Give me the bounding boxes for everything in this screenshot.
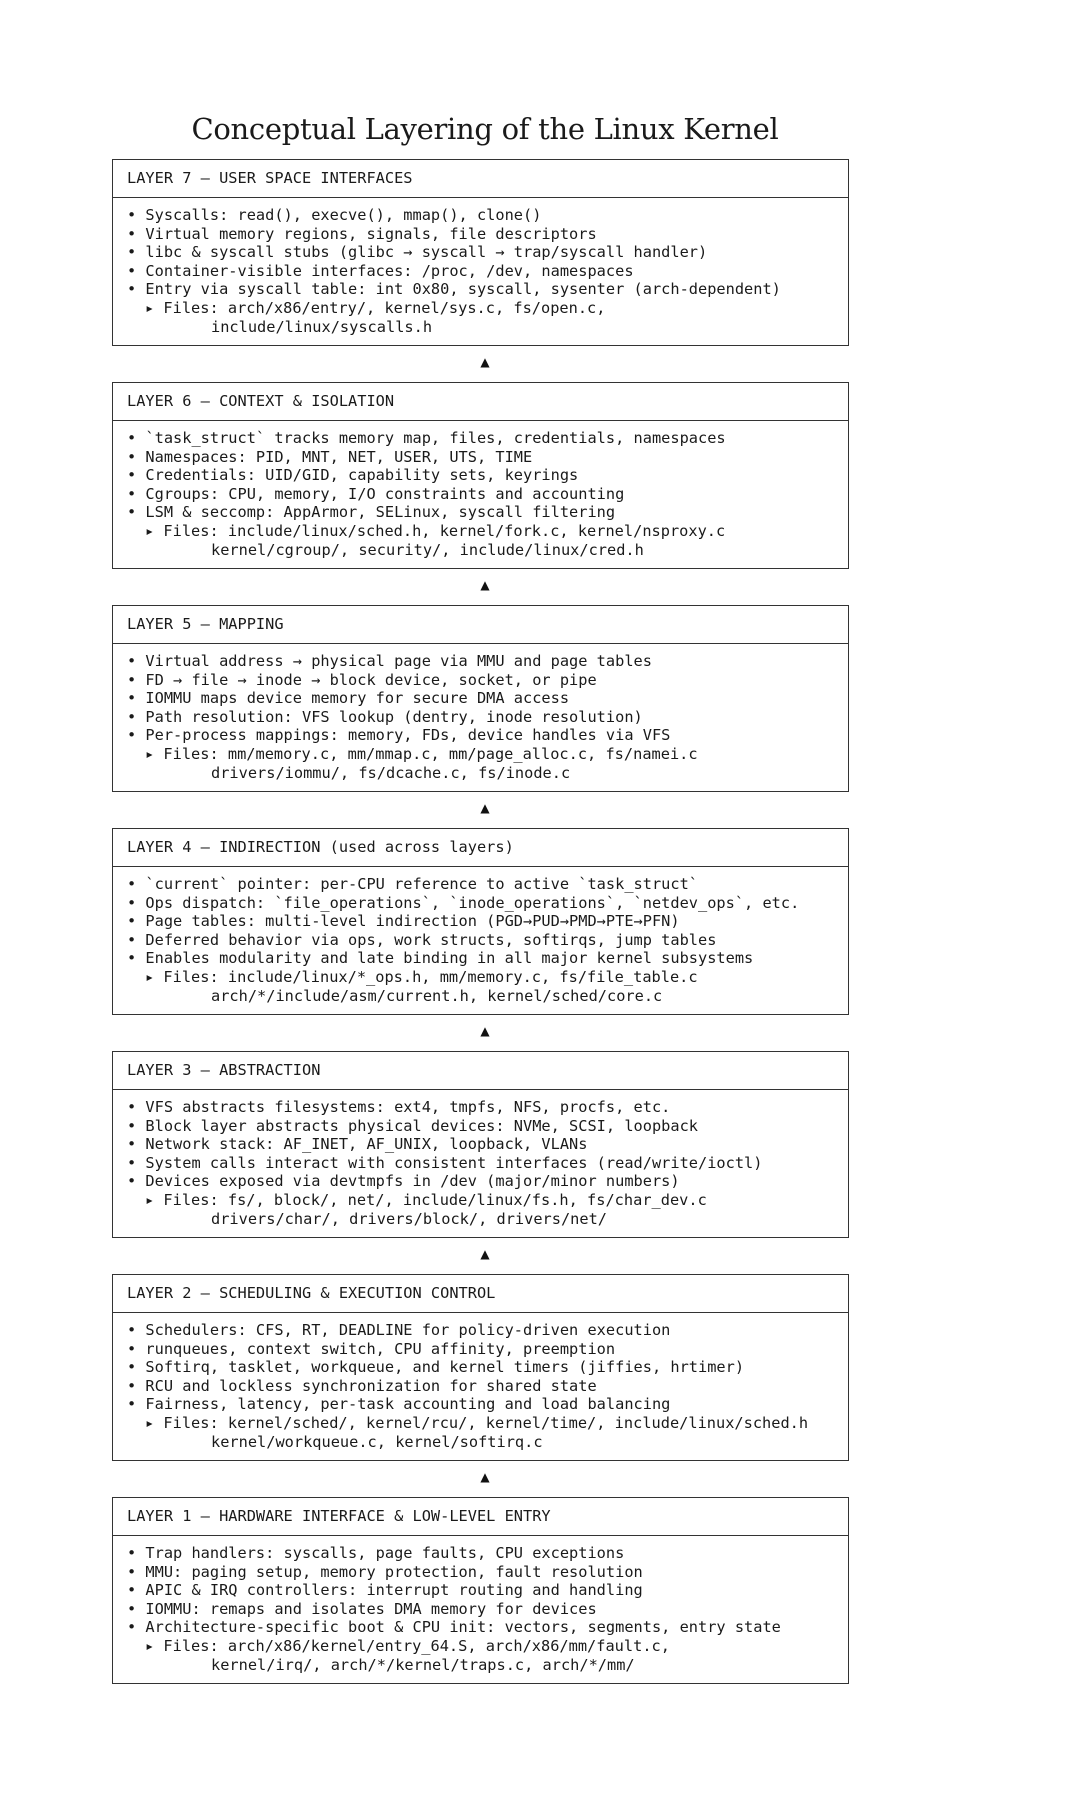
layer-2-bullet: • Fairness, latency, per-task accounting and load balancing <box>127 1395 671 1414</box>
layer-1-bullet: • IOMMU: remaps and isolates DMA memory for devices <box>127 1599 597 1618</box>
layer-4-bullet: • Enables modularity and late binding in all major kernel subsystems <box>127 949 754 968</box>
layer-7-bullet: • libc & syscall stubs (glibc → syscall → trap/syscall handler) <box>127 243 708 262</box>
layer-6-bullet: • `task_struct` tracks memory map, files, credentials, namespaces <box>127 429 726 447</box>
layer-5-files-continued: drivers/iommu/, fs/dcache.c, fs/inode.c <box>211 763 571 782</box>
layer-3-bullet: • Block layer abstracts physical devices: NVMe, SCSI, loopback <box>127 1116 698 1135</box>
layer-1-header: LAYER 1 — HARDWARE INTERFACE & LOW-LEVEL ENTRY <box>113 1498 848 1536</box>
layer-3-bullet: • Network stack: AF_INET, AF_UNIX, loopback, VLANs <box>127 1135 588 1154</box>
layer-4-body <box>113 867 848 1005</box>
layer-5-bullet: • IOMMU maps device memory for secure DMA access <box>127 689 570 708</box>
layer-6-files: ▸ Files: include/linux/sched.h, kernel/fork.c, kernel/nsproxy.c <box>145 521 726 540</box>
layer-7-body <box>113 198 848 336</box>
layer-7-files-continued: include/linux/syscalls.h <box>211 317 433 336</box>
layer-5-bullet: • FD → file → inode → block device, socket, or pipe <box>127 670 597 689</box>
layer-2-files: ▸ Files: kernel/sched/, kernel/rcu/, kernel/time/, include/linux/sched.h <box>145 1413 809 1432</box>
layer-1-body <box>113 1536 848 1674</box>
layer-5-files: ▸ Files: mm/memory.c, mm/mmap.c, mm/page_alloc.c, fs/namei.c <box>145 744 698 763</box>
layer-1-bullet: • Trap handlers: syscalls, page faults, CPU exceptions <box>127 1544 625 1562</box>
layer-6-bullet: • Credentials: UID/GID, capability sets, keyrings <box>127 466 579 485</box>
layer-7-bullet: • Virtual memory regions, signals, file descriptors <box>127 224 597 243</box>
layer-6-body <box>113 421 848 559</box>
layer-6-bullet: • LSM & seccomp: AppArmor, SELinux, syscall filtering <box>127 503 616 522</box>
layer-3-bullet: • VFS abstracts filesystems: ext4, tmpfs, NFS, procfs, etc. <box>127 1098 671 1116</box>
layer-7-files: ▸ Files: arch/x86/entry/, kernel/sys.c, fs/open.c, <box>145 298 606 317</box>
layer-2-bullet: • Softirq, tasklet, workqueue, and kernel timers (jiffies, hrtimer) <box>127 1358 745 1377</box>
layer-3-bullet: • Devices exposed via devtmpfs in /dev (major/minor numbers) <box>127 1172 680 1191</box>
diagram-title: Conceptual Layering of the Linux Kernel <box>191 112 779 146</box>
layer-6-box <box>112 382 849 569</box>
layer-2-bullet: • Schedulers: CFS, RT, DEADLINE for policy-driven execution <box>127 1321 671 1339</box>
layer-7-bullet: • Entry via syscall table: int 0x80, syscall, sysenter (arch-dependent) <box>127 280 781 299</box>
layer-6-bullet: • Namespaces: PID, MNT, NET, USER, UTS, TIME <box>127 447 533 466</box>
up-arrow-icon: ▲ <box>480 355 490 369</box>
up-arrow-icon: ▲ <box>480 1247 490 1261</box>
layer-5-bullet: • Virtual address → physical page via MMU and page tables <box>127 652 652 670</box>
layer-4-bullet: • Deferred behavior via ops, work structs, softirqs, jump tables <box>127 930 717 949</box>
layer-1-bullet: • APIC & IRQ controllers: interrupt routing and handling <box>127 1581 643 1600</box>
layer-3-files: ▸ Files: fs/, block/, net/, include/linux/fs.h, fs/char_dev.c <box>145 1190 707 1209</box>
layer-4-files-continued: arch/*/include/asm/current.h, kernel/sched/core.c <box>211 986 663 1005</box>
layer-4-bullet: • Page tables: multi-level indirection (PGD→PUD→PMD→PTE→PFN) <box>127 912 680 931</box>
layer-1-bullet: • Architecture-specific boot & CPU init: vectors, segments, entry state <box>127 1618 781 1637</box>
layer-3-header: LAYER 3 — ABSTRACTION <box>113 1052 848 1090</box>
layer-7-bullet: • Syscalls: read(), execve(), mmap(), clone() <box>127 206 542 224</box>
layer-7-header: LAYER 7 — USER SPACE INTERFACES <box>113 160 848 198</box>
up-arrow-icon: ▲ <box>480 1470 490 1484</box>
layer-4-files: ▸ Files: include/linux/*_ops.h, mm/memory.c, fs/file_table.c <box>145 967 698 986</box>
layer-6-files-continued: kernel/cgroup/, security/, include/linux/cred.h <box>211 540 644 559</box>
layer-5-bullet: • Path resolution: VFS lookup (dentry, inode resolution) <box>127 707 643 726</box>
layer-4-box <box>112 828 849 1015</box>
up-arrow-icon: ▲ <box>480 578 490 592</box>
layer-5-box <box>112 605 849 792</box>
layer-5-bullet: • Per-process mappings: memory, FDs, device handles via VFS <box>127 726 671 745</box>
layer-6-bullet: • Cgroups: CPU, memory, I/O constraints and accounting <box>127 484 625 503</box>
layer-2-header: LAYER 2 — SCHEDULING & EXECUTION CONTROL <box>113 1275 848 1313</box>
layer-6-header: LAYER 6 — CONTEXT & ISOLATION <box>113 383 848 421</box>
layer-1-bullet: • MMU: paging setup, memory protection, fault resolution <box>127 1562 643 1581</box>
layer-7-box <box>112 159 849 346</box>
layer-2-bullet: • RCU and lockless synchronization for shared state <box>127 1376 597 1395</box>
up-arrow-icon: ▲ <box>480 801 490 815</box>
layer-4-bullet: • Ops dispatch: `file_operations`, `inode_operations`, `netdev_ops`, etc. <box>127 893 800 912</box>
layer-3-bullet: • System calls interact with consistent interfaces (read/write/ioctl) <box>127 1153 763 1172</box>
layer-2-files-continued: kernel/workqueue.c, kernel/softirq.c <box>211 1432 543 1451</box>
layer-3-files-continued: drivers/char/, drivers/block/, drivers/net/ <box>211 1209 608 1228</box>
layer-4-bullet: • `current` pointer: per-CPU reference to active `task_struct` <box>127 875 698 893</box>
up-arrow-icon: ▲ <box>480 1024 490 1038</box>
layer-2-body <box>113 1313 848 1451</box>
layer-5-header: LAYER 5 — MAPPING <box>113 606 848 644</box>
layer-3-body <box>113 1090 848 1228</box>
layer-1-files: ▸ Files: arch/x86/kernel/entry_64.S, arch/x86/mm/fault.c, <box>145 1636 670 1655</box>
layer-3-box <box>112 1051 849 1238</box>
layer-5-body <box>113 644 848 782</box>
layer-4-header: LAYER 4 — INDIRECTION (used across layers) <box>113 829 848 867</box>
layer-7-bullet: • Container-visible interfaces: /proc, /dev, namespaces <box>127 261 634 280</box>
layer-1-box <box>112 1497 849 1684</box>
layer-1-files-continued: kernel/irq/, arch/*/kernel/traps.c, arch/*/mm/ <box>211 1655 635 1674</box>
layer-2-bullet: • runqueues, context switch, CPU affinity, preemption <box>127 1339 616 1358</box>
layer-2-box <box>112 1274 849 1461</box>
